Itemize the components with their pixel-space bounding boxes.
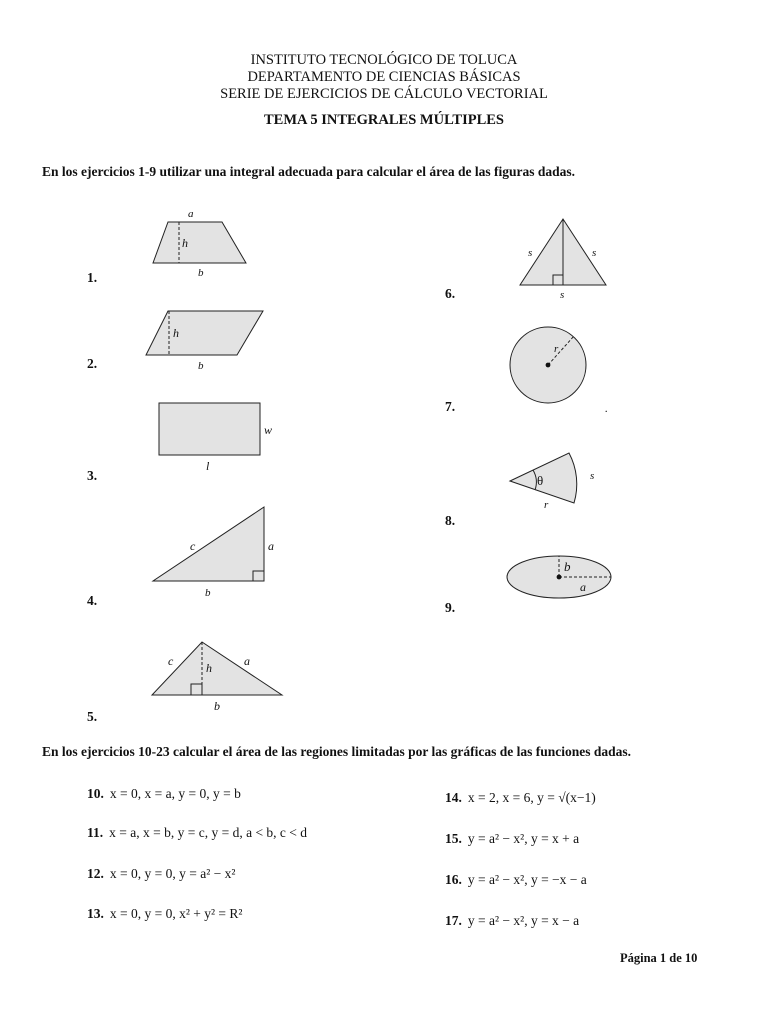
equilateral-triangle-figure — [520, 219, 606, 301]
trapezoid-label-a: a — [188, 208, 194, 220]
exercise-number-7: 7. — [445, 399, 456, 414]
exercise-number-6: 6. — [445, 286, 456, 301]
exercise-number-4: 4. — [87, 593, 98, 608]
triangle-label-h: h — [206, 661, 212, 675]
trapezoid-label-h: h — [182, 236, 188, 250]
series-title: SERIE DE EJERCICIOS DE CÁLCULO VECTORIAL — [220, 86, 548, 102]
equilateral-label-s-bottom: s — [560, 289, 565, 301]
exercise-number-9: 9. — [445, 600, 456, 615]
ellipse-figure — [507, 556, 611, 598]
rectangle-label-l: l — [206, 459, 210, 473]
rectangle-label-w: w — [264, 423, 273, 437]
exercise-number-1: 1. — [87, 270, 98, 285]
section1-instruction: En los ejercicios 1-9 utilizar una integral adecuada para calcular el área de las figuras dadas. — [42, 164, 575, 179]
ellipse-label-b: b — [564, 559, 571, 574]
exercise-number-8: 8. — [445, 513, 456, 528]
exercise-15: 15. y = a² − x², y = x + a — [445, 831, 580, 846]
parallelogram-figure — [146, 311, 263, 372]
circle-figure — [510, 327, 608, 415]
trapezoid-figure — [153, 208, 246, 279]
page-number: Página 1 de 10 — [620, 951, 698, 965]
exercise-13: 13. x = 0, y = 0, x² + y² = R² — [87, 906, 243, 921]
section2-instruction: En los ejercicios 10-23 calcular el área de las regiones limitadas por las gráficas de las funciones dadas. — [42, 744, 631, 759]
equilateral-label-s-right: s — [592, 247, 597, 259]
circle-label-r: r — [554, 343, 559, 355]
exercise-number-2: 2. — [87, 356, 98, 371]
equilateral-label-s-left: s — [528, 247, 533, 259]
exercise-16: 16. y = a² − x², y = −x − a — [445, 872, 587, 887]
exercise-number-5: 5. — [87, 709, 98, 724]
rectangle-figure — [159, 403, 272, 473]
triangle-label-a: a — [244, 654, 250, 668]
triangle-figure — [152, 642, 282, 713]
parallelogram-label-h: h — [173, 326, 179, 340]
exercise-10: 10. x = 0, x = a, y = 0, y = b — [87, 786, 241, 801]
triangle-label-c: c — [168, 654, 174, 668]
department-name: DEPARTAMENTO DE CIENCIAS BÁSICAS — [247, 69, 521, 85]
parallelogram-label-b: b — [198, 360, 204, 372]
right-triangle-figure — [153, 507, 274, 599]
sector-label-s: s — [590, 470, 595, 482]
topic-title: TEMA 5 INTEGRALES MÚLTIPLES — [264, 112, 504, 128]
exercise-17: 17. y = a² − x², y = x − a — [445, 913, 580, 928]
exercise-11: 11. x = a, x = b, y = c, y = d, a < b, c < d — [87, 825, 308, 840]
ellipse-label-a: a — [580, 580, 586, 594]
sector-label-theta: θ — [537, 473, 544, 488]
right-triangle-label-c: c — [190, 539, 196, 553]
sector-figure — [510, 453, 594, 511]
trapezoid-label-b: b — [198, 267, 204, 279]
exercise-12: 12. x = 0, y = 0, y = a² − x² — [87, 866, 236, 881]
triangle-label-b: b — [214, 699, 220, 713]
right-triangle-label-a: a — [268, 539, 274, 553]
stray-dot: . — [605, 401, 608, 415]
institute-name: INSTITUTO TECNOLÓGICO DE TOLUCA — [250, 52, 518, 68]
sector-label-r: r — [544, 499, 549, 511]
exercise-number-3: 3. — [87, 468, 98, 483]
right-triangle-label-b: b — [205, 587, 211, 599]
exercise-14: 14. x = 2, x = 6, y = √(x−1) — [445, 790, 596, 805]
